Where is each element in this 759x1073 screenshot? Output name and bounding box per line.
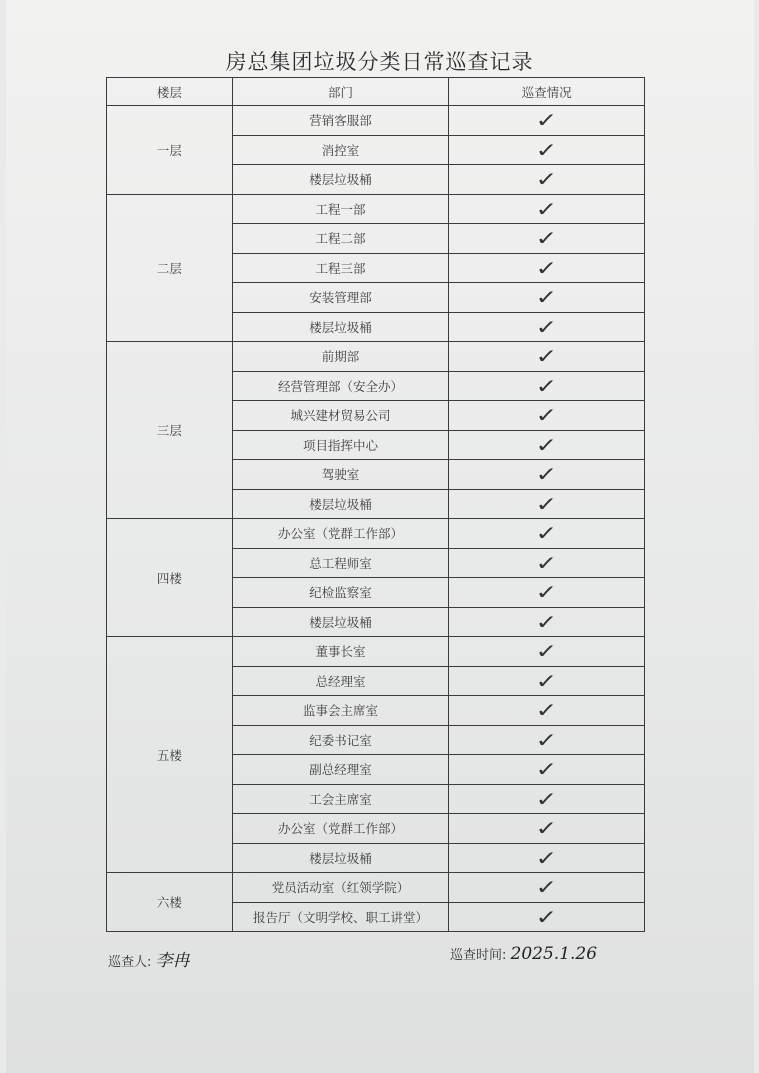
department-cell: 工会主席室 (232, 784, 449, 814)
inspection-status-cell (449, 165, 645, 195)
inspection-time-field (450, 944, 597, 964)
check-mark-icon: ✓ (535, 491, 558, 516)
floor-cell: 三层 (107, 342, 233, 519)
check-mark-icon: ✓ (535, 698, 558, 723)
check-mark-icon: ✓ (535, 816, 558, 841)
department-cell: 安装管理部 (232, 283, 449, 313)
check-mark-icon: ✓ (535, 550, 558, 575)
check-mark-icon: ✓ (535, 521, 558, 546)
inspection-status-cell (449, 784, 645, 814)
department-cell: 副总经理室 (232, 755, 449, 785)
department-cell: 经营管理部（安全办） (232, 371, 449, 401)
table-header-row (107, 78, 645, 106)
check-mark-icon: ✓ (535, 314, 558, 339)
inspection-status-cell (449, 430, 645, 460)
floor-cell: 四楼 (107, 519, 233, 637)
inspection-status-cell (449, 489, 645, 519)
department-cell: 工程一部 (232, 194, 449, 224)
inspection-status-cell (449, 814, 645, 844)
inspection-status-cell (449, 224, 645, 254)
table-row (107, 519, 645, 549)
check-mark-icon: ✓ (535, 285, 558, 310)
department-cell: 驾驶室 (232, 460, 449, 490)
floor-cell: 六楼 (107, 873, 233, 932)
inspection-status-cell (449, 253, 645, 283)
department-cell: 报告厅（文明学校、职工讲堂） (232, 902, 449, 932)
department-cell: 楼层垃圾桶 (232, 165, 449, 195)
department-cell: 城兴建材贸易公司 (232, 401, 449, 431)
department-cell: 工程二部 (232, 224, 449, 254)
department-cell: 办公室（党群工作部） (232, 814, 449, 844)
check-mark-icon: ✓ (535, 226, 558, 251)
header-inspection-status: 巡查情况 (449, 78, 645, 106)
inspection-status-cell (449, 312, 645, 342)
check-mark-icon: ✓ (535, 167, 558, 192)
inspection-status-cell (449, 637, 645, 667)
check-mark-icon: ✓ (535, 462, 558, 487)
department-cell: 办公室（党群工作部） (232, 519, 449, 549)
department-cell: 楼层垃圾桶 (232, 843, 449, 873)
inspection-status-cell (449, 460, 645, 490)
check-mark-icon: ✓ (535, 904, 558, 929)
inspection-status-cell (449, 401, 645, 431)
check-mark-icon: ✓ (535, 196, 558, 221)
table-row (107, 106, 645, 136)
inspection-status-cell (449, 902, 645, 932)
department-cell: 党员活动室（红领学院） (232, 873, 449, 903)
inspection-status-cell (449, 666, 645, 696)
check-mark-icon: ✓ (535, 845, 558, 870)
header-floor: 楼层 (107, 78, 233, 106)
department-cell: 营销客服部 (232, 106, 449, 136)
department-cell: 董事长室 (232, 637, 449, 667)
inspection-status-cell (449, 342, 645, 372)
department-cell: 前期部 (232, 342, 449, 372)
check-mark-icon: ✓ (535, 727, 558, 752)
inspection-table (106, 77, 645, 932)
inspection-status-cell (449, 106, 645, 136)
inspection-status-cell (449, 578, 645, 608)
inspection-status-cell (449, 371, 645, 401)
check-mark-icon: ✓ (535, 786, 558, 811)
document-title: 房总集团垃圾分类日常巡查记录 (225, 50, 534, 74)
inspection-status-cell (449, 607, 645, 637)
inspection-time-label: 巡查时间: (450, 948, 507, 963)
check-mark-icon: ✓ (535, 373, 558, 398)
check-mark-icon: ✓ (535, 255, 558, 280)
table-row (107, 194, 645, 224)
check-mark-icon: ✓ (535, 875, 558, 900)
inspection-status-cell (449, 548, 645, 578)
check-mark-icon: ✓ (535, 432, 558, 457)
floor-cell: 二层 (107, 194, 233, 342)
check-mark-icon: ✓ (535, 580, 558, 605)
check-mark-icon: ✓ (535, 639, 558, 664)
department-cell: 纪检监察室 (232, 578, 449, 608)
inspection-status-cell (449, 283, 645, 313)
table-row (107, 637, 645, 667)
check-mark-icon: ✓ (535, 403, 558, 428)
department-cell: 总工程师室 (232, 548, 449, 578)
floor-cell: 一层 (107, 106, 233, 195)
inspection-status-cell (449, 843, 645, 873)
inspector-signature: 李冉 (155, 951, 190, 971)
department-cell: 监事会主席室 (232, 696, 449, 726)
inspection-status-cell (449, 755, 645, 785)
inspection-status-cell (449, 519, 645, 549)
table-body (107, 106, 645, 932)
department-cell: 消控室 (232, 135, 449, 165)
department-cell: 总经理室 (232, 666, 449, 696)
department-cell: 楼层垃圾桶 (232, 607, 449, 637)
inspection-status-cell (449, 873, 645, 903)
table-row (107, 342, 645, 372)
header-department: 部门 (232, 78, 449, 106)
check-mark-icon: ✓ (535, 668, 558, 693)
department-cell: 工程三部 (232, 253, 449, 283)
inspection-status-cell (449, 135, 645, 165)
department-cell: 楼层垃圾桶 (232, 312, 449, 342)
department-cell: 纪委书记室 (232, 725, 449, 755)
floor-cell: 五楼 (107, 637, 233, 873)
department-cell: 项目指挥中心 (232, 430, 449, 460)
department-cell: 楼层垃圾桶 (232, 489, 449, 519)
inspector-label: 巡查人: (108, 955, 152, 970)
inspection-status-cell (449, 194, 645, 224)
check-mark-icon: ✓ (535, 609, 558, 634)
inspection-time-value: 2025.1.26 (510, 944, 598, 964)
inspector-field (108, 946, 190, 971)
check-mark-icon: ✓ (535, 137, 558, 162)
inspection-status-cell (449, 696, 645, 726)
inspection-status-cell (449, 725, 645, 755)
check-mark-icon: ✓ (535, 344, 558, 369)
check-mark-icon: ✓ (535, 108, 558, 133)
check-mark-icon: ✓ (535, 757, 558, 782)
table-row (107, 873, 645, 903)
